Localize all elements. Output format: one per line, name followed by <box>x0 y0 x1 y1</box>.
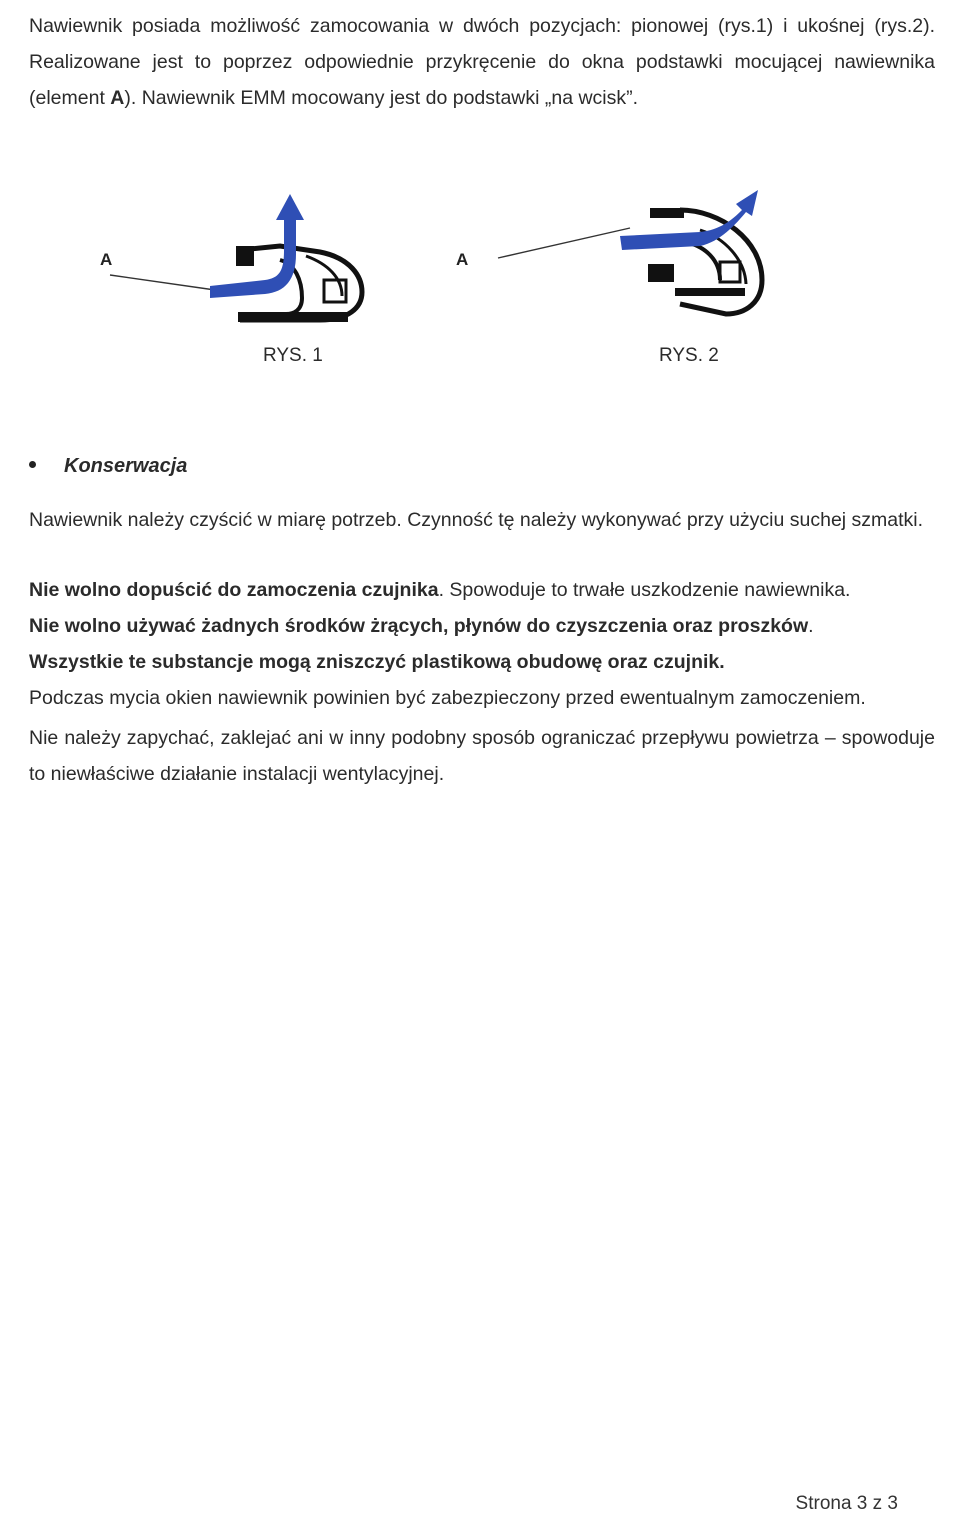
warning-chemicals: Nie wolno używać żadnych środków żrących, płynów do czyszczenia oraz proszków <box>29 615 809 637</box>
figure-1-leader-line <box>110 275 215 290</box>
figure-1-base-plate <box>238 312 348 322</box>
maintenance-paragraph-5: Podczas mycia okien nawiewnik powinien być zabezpieczony przed ewentualnym zamoczeniem. <box>29 687 866 709</box>
figure-2-top-clip <box>650 208 684 218</box>
figure-2-leader-line <box>498 228 630 258</box>
figure-1-caption: RYS. 1 <box>263 345 323 366</box>
maintenance-paragraph-1: Nawiewnik należy czyścić w miarę potrzeb. Czynność tę należy wykonywać przy użyciu suchej szmatki. <box>29 509 924 531</box>
figure-2-device <box>680 210 762 314</box>
warning-sensor-moisture: Nie wolno dopuścić do zamoczenia czujnika <box>29 579 439 601</box>
maintenance-paragraph-3 <box>29 608 935 644</box>
figure-2-pointer-label: A <box>456 250 469 269</box>
figure-2-airflow-arrow <box>620 190 758 250</box>
intro-text-2: ). Nawiewnik EMM mocowany jest do podstawki „na wcisk”. <box>124 87 639 109</box>
bullet-icon <box>29 461 36 468</box>
section-heading <box>29 455 187 478</box>
figure-1-clip <box>236 246 254 266</box>
figure-2-illustration <box>480 180 820 340</box>
maintenance-paragraph-6: Nie należy zapychać, zaklejać ani w inny podobny sposób ograniczać przepływu powietrza – spowoduje to niewłaściwe działanie instalacji wentylacyjnej. <box>29 727 935 785</box>
section-heading-text: Konserwacja <box>64 455 188 477</box>
figure-1-pointer-label: A <box>100 250 113 269</box>
maintenance-paragraph-2 <box>29 572 935 608</box>
page-number: Strona 3 z 3 <box>795 1493 898 1514</box>
figure-1-illustration <box>80 180 410 340</box>
element-letter: A <box>110 87 125 109</box>
warning-sensor-moisture-rest: . Spowoduje to trwałe uszkodzenie nawiewnika. <box>438 579 851 601</box>
intro-paragraph <box>29 8 935 116</box>
figure-2-base-plate <box>675 288 745 296</box>
figure-2-base-clip <box>648 264 674 282</box>
intro-text-1: Nawiewnik posiada możliwość zamocowania w dwóch pozycjach: pionowej (rys.1) i ukośnej (rys.2). Realizowane jest to poprzez odpowiednie przykręcenie do okna podstawki mocującej nawiewnika (element <box>29 15 935 109</box>
maintenance-paragraph-4: Wszystkie te substancje mogą zniszczyć plastikową obudowę oraz czujnik. <box>29 651 725 673</box>
warning-chemicals-rest: . <box>808 615 814 637</box>
figure-2-caption: RYS. 2 <box>659 345 719 366</box>
